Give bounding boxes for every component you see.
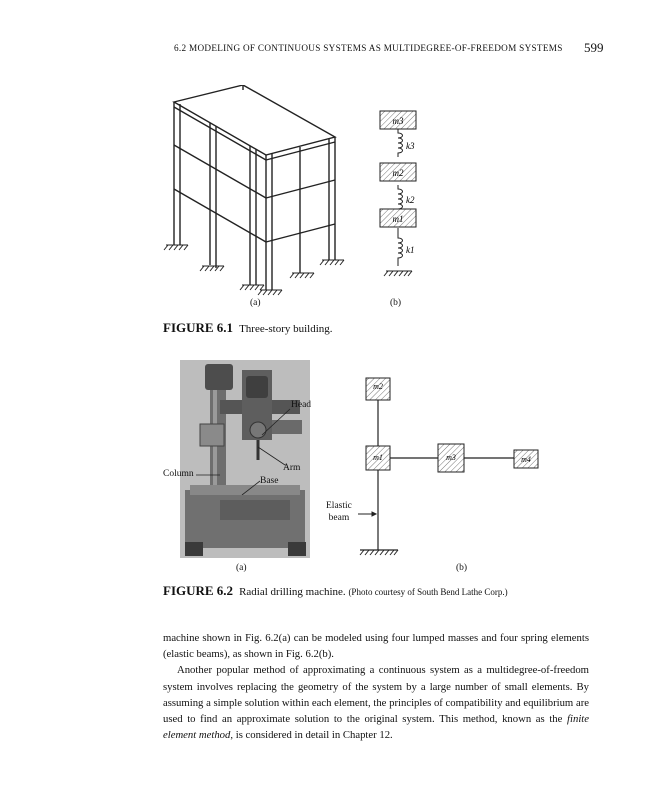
figure-6-2-caption: [163, 583, 508, 599]
figure-6-1-building: [160, 85, 370, 300]
figure-6-1-spring-mass-model: [368, 105, 438, 285]
page-number: 599: [584, 40, 604, 55]
running-head: [0, 40, 645, 60]
spring-label: k2: [406, 195, 415, 205]
mass-label: m3: [392, 116, 404, 126]
mass-label: m1: [373, 453, 383, 462]
mass-label: m1: [392, 214, 404, 224]
running-head-title: 6.2 MODELING OF CONTINUOUS SYSTEMS AS MULTIDEGREE-OF-FREEDOM SYSTEMS: [174, 43, 563, 53]
spring-label: k1: [406, 245, 415, 255]
callout-head: Head: [291, 400, 312, 410]
paragraph: machine shown in Fig. 6.2(a) can be modeled using four lumped masses and four spring elements (elastic beams), as shown in Fig. 6.2(b).: [163, 632, 589, 661]
figure-6-2-lumped-model: [320, 370, 550, 565]
figure-6-2-label-a: (a): [236, 563, 247, 573]
paragraph: Another popular method of approximating a continuous system as a multidegree-of-freedom system involves replacing the geometry of the system by a large number of small elements. By assuming a simple solution within each element, the principles of compatibility and equilibrium are used to find an approximate solution to the original system. This method, known as the finite element method, is considered in detail in Chapter 12.: [163, 664, 589, 742]
figure-6-1-label-b: (b): [390, 298, 402, 308]
figure-6-1-label-a: (a): [250, 298, 261, 308]
callout-base: Base: [260, 476, 279, 486]
elastic-beam-label: Elastic beam: [326, 501, 352, 523]
mass-label: m3: [446, 453, 456, 462]
figure-number: FIGURE 6.1: [163, 320, 234, 335]
mass-label: m2: [373, 382, 383, 391]
callout-column: Column: [163, 469, 194, 479]
body-text: [163, 630, 589, 743]
figure-number: FIGURE 6.2: [163, 583, 234, 598]
callout-arm: Arm: [283, 463, 301, 473]
figure-6-2-label-b: (b): [456, 563, 468, 573]
caption-text: Three-story building.: [239, 323, 333, 335]
spring-label: k3: [406, 141, 415, 151]
caption-text: Radial drilling machine.: [239, 586, 346, 598]
figure-6-1-caption: [163, 320, 333, 336]
emphasis: finite element method: [163, 713, 589, 742]
photo-credit: (Photo courtesy of South Bend Lathe Corp.): [348, 587, 508, 597]
mass-label: m4: [521, 455, 531, 464]
figure-6-2-callout-lines: [160, 395, 330, 495]
mass-label: m2: [392, 168, 404, 178]
